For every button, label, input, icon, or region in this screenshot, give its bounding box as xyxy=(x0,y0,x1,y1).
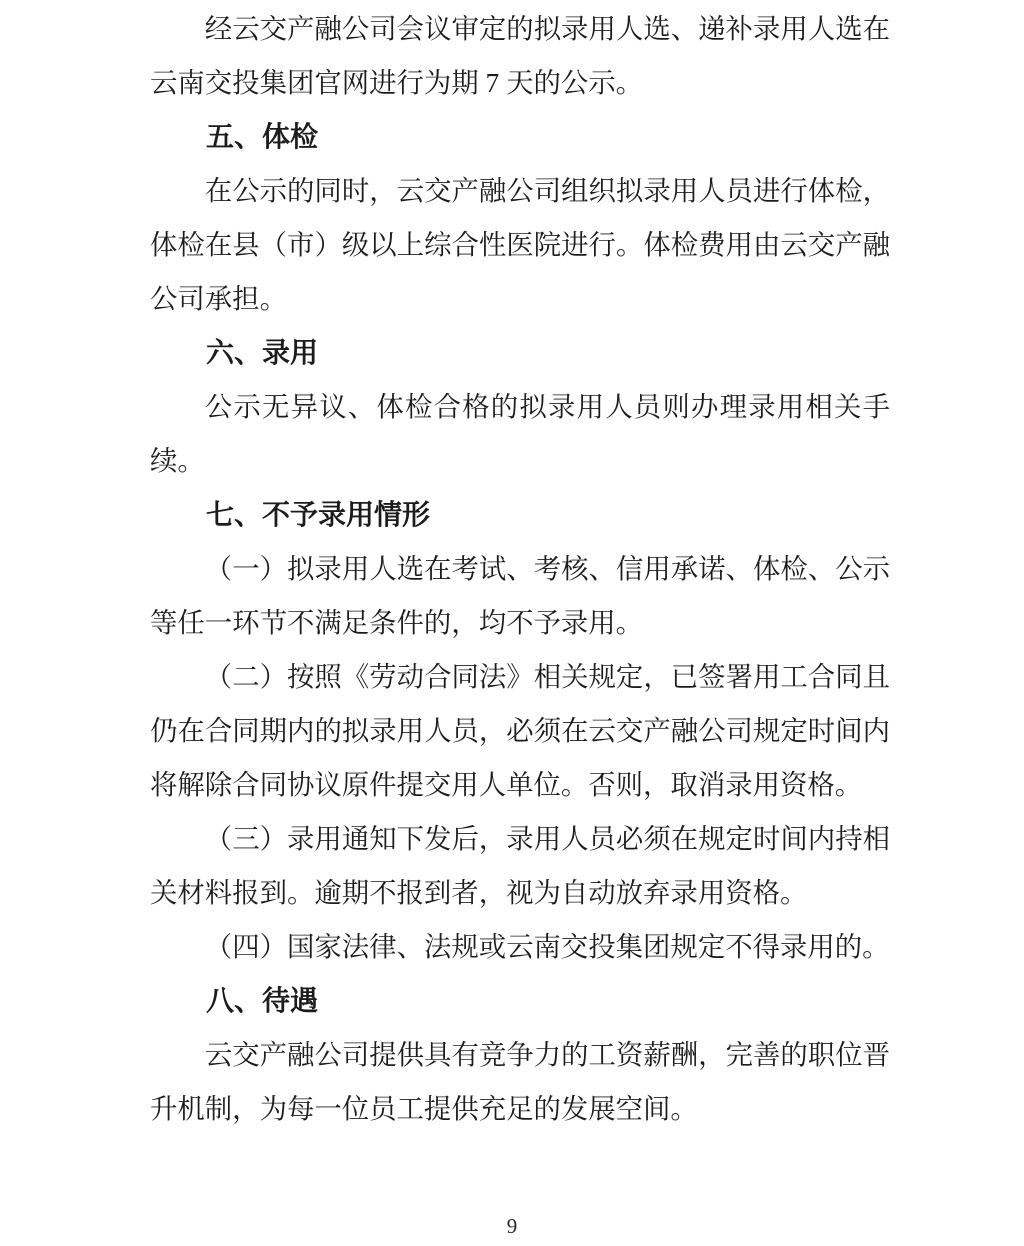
heading-section-6-employment: 六、录用 xyxy=(206,337,319,368)
heading-section-7-no-employment-cases: 七、不予录用情形 xyxy=(206,499,431,530)
paragraph-physical-exam: 在公示的同时，云交产融公司组织拟录用人员进行体检，体检在县（市）级以上综合性医院进行。体检费用由云交产融公司承担。 xyxy=(150,176,890,314)
page-number: 9 xyxy=(506,1214,518,1238)
paragraph-clause-4: （四）国家法律、法规或云南交投集团规定不得录用的。 xyxy=(204,932,890,962)
paragraph-clause-1: （一）拟录用人选在考试、考核、信用承诺、体检、公示等任一环节不满足条件的，均不予录用。 xyxy=(150,554,890,638)
paragraph-clause-2: （二）按照《劳动合同法》相关规定，已签署用工合同且仍在合同期内的拟录用人员，必须在云交产融公司规定时间内将解除合同协议原件提交用人单位。否则，取消录用资格。 xyxy=(150,662,890,800)
paragraph-benefits: 云交产融公司提供具有竞争力的工资薪酬，完善的职位晋升机制，为每一位员工提供充足的发展空间。 xyxy=(150,1040,890,1124)
paragraph-public-notice: 经云交产融公司会议审定的拟录用人选、递补录用人选在云南交投集团官网进行为期 7 天的公示。 xyxy=(150,14,890,98)
paragraph-employment: 公示无异议、体检合格的拟录用人员则办理录用相关手续。 xyxy=(150,392,890,476)
heading-section-5-physical-exam: 五、体检 xyxy=(206,121,319,152)
paragraph-clause-3: （三）录用通知下发后，录用人员必须在规定时间内持相关材料报到。逾期不报到者，视为自动放弃录用资格。 xyxy=(150,824,890,908)
document-body xyxy=(150,2,890,1136)
heading-section-8-benefits: 八、待遇 xyxy=(206,985,319,1016)
